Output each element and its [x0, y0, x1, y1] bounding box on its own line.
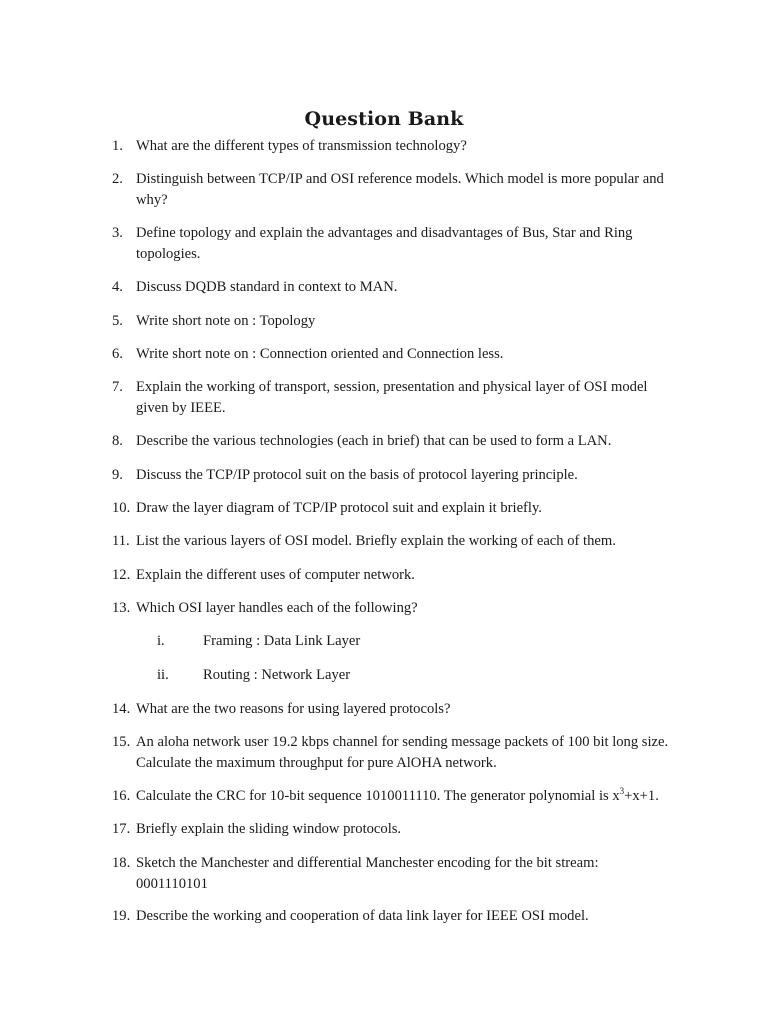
question-text: Distinguish between TCP/IP and OSI reference models. Which model is more popular and why?	[136, 171, 664, 208]
question-number: 13.	[112, 600, 131, 616]
question-item	[112, 377, 672, 419]
question-text: What are the two reasons for using layered protocols?	[136, 701, 451, 717]
question-text: Briefly explain the sliding window protocols.	[136, 821, 402, 837]
question-text: Explain the working of transport, session, presentation and physical layer of OSI model given by IEEE.	[136, 379, 648, 416]
question-number: 14.	[112, 701, 131, 717]
question-number: 3.	[112, 225, 123, 241]
question-text: Draw the layer diagram of TCP/IP protocol suit and explain it briefly.	[136, 500, 542, 516]
question-item	[112, 136, 672, 157]
question-number: 2.	[112, 171, 123, 187]
question-number: 12.	[112, 567, 131, 583]
question-item	[112, 906, 672, 927]
question-text: Explain the different uses of computer network.	[136, 567, 415, 583]
question-text: List the various layers of OSI model. Briefly explain the working of each of them.	[136, 533, 616, 549]
question-text: Which OSI layer handles each of the following?	[136, 600, 418, 616]
question-number: 7.	[112, 379, 123, 395]
question-item	[112, 431, 672, 452]
question-item	[112, 277, 672, 298]
question-item	[112, 531, 672, 552]
question-item	[112, 565, 672, 586]
question-number: 8.	[112, 433, 123, 449]
question-text: An aloha network user 19.2 kbps channel for sending message packets of 100 bit long size. Calculate the maximum throughput for pure AlOHA network.	[136, 734, 669, 771]
question-number: 4.	[112, 279, 123, 295]
question-number: 6.	[112, 346, 123, 362]
question-item	[112, 465, 672, 486]
question-item	[112, 819, 672, 840]
question-text: Describe the various technologies (each in brief) that can be used to form a LAN.	[136, 433, 612, 449]
question-item	[112, 344, 672, 365]
question-text	[136, 786, 672, 807]
question-text-main: Calculate the CRC for 10-bit sequence 1010011110. The generator polynomial is x	[136, 788, 620, 804]
question-number: 19.	[112, 908, 131, 924]
sub-item-numeral: ii.	[157, 667, 169, 683]
question-number: 16.	[112, 788, 131, 804]
question-item	[112, 498, 672, 519]
question-number: 17.	[112, 821, 131, 837]
question-item	[112, 786, 672, 807]
question-number: 1.	[112, 138, 123, 154]
question-item	[112, 311, 672, 332]
question-item	[112, 853, 672, 895]
page-title: Question Bank	[304, 108, 464, 130]
question-text-tail: +x+1.	[624, 788, 659, 804]
question-item	[112, 598, 672, 619]
sub-item-text: Routing : Network Layer	[203, 667, 351, 683]
question-number: 5.	[112, 313, 123, 329]
question-item	[112, 223, 672, 265]
question-number: 15.	[112, 734, 131, 750]
question-number: 18.	[112, 855, 131, 871]
question-number: 9.	[112, 467, 123, 483]
question-item	[112, 169, 672, 211]
question-text: Sketch the Manchester and differential Manchester encoding for the bit stream: 0001110101	[136, 855, 599, 892]
question-item	[112, 732, 672, 774]
question-number: 11.	[112, 533, 130, 549]
question-item	[112, 699, 672, 720]
question-text: Write short note on : Connection oriented and Connection less.	[136, 346, 504, 362]
superscript-exponent: 3	[619, 786, 625, 796]
sub-item-numeral: i.	[157, 633, 165, 649]
question-text: Discuss the TCP/IP protocol suit on the basis of protocol layering principle.	[136, 467, 578, 483]
question-text: Describe the working and cooperation of data link layer for IEEE OSI model.	[136, 908, 589, 924]
question-text: What are the different types of transmission technology?	[136, 138, 467, 154]
question-text: Write short note on : Topology	[136, 313, 316, 329]
question-text: Define topology and explain the advantages and disadvantages of Bus, Star and Ring topologies.	[136, 225, 633, 262]
sub-item-text: Framing : Data Link Layer	[203, 633, 361, 649]
question-number: 10.	[112, 500, 131, 516]
question-text: Discuss DQDB standard in context to MAN.	[136, 279, 398, 295]
